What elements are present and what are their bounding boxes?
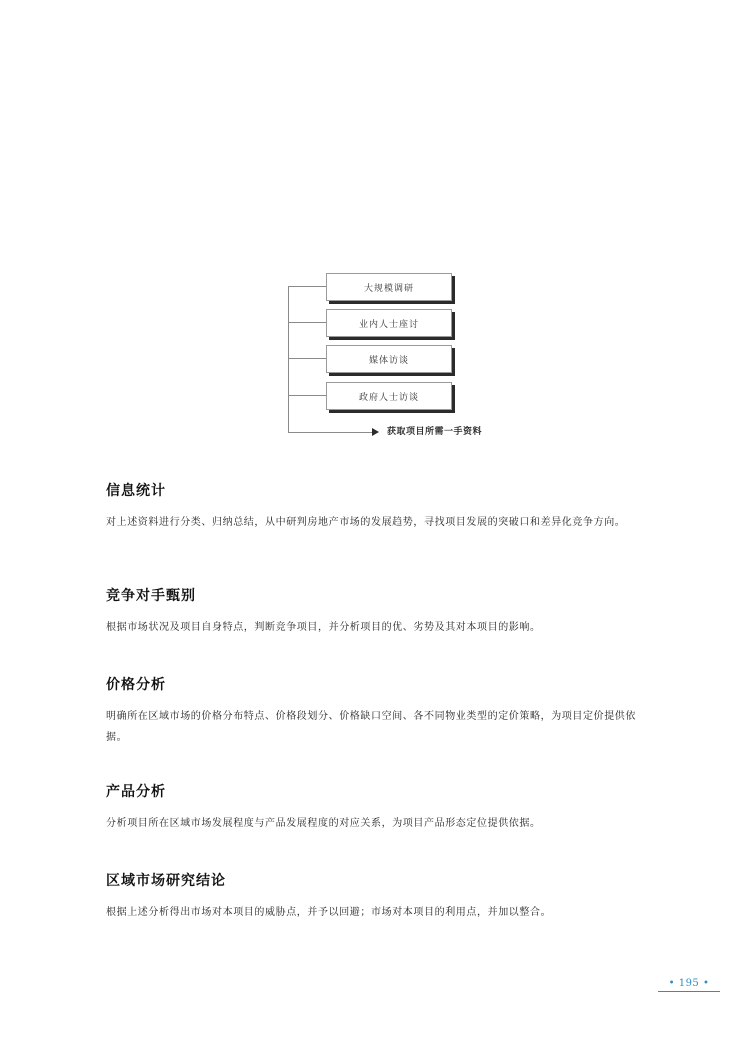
section-body: 对上述资料进行分类、归纳总结，从中研判房地产市场的发展趋势，寻找项目发展的突破口和差异化竞争方向。 <box>106 517 626 528</box>
research-flow-diagram <box>0 0 744 460</box>
section-body: 明确所在区域市场的价格分布特点、价格段划分、价格缺口空间、各不同物业类型的定价策略，为项目定价提供依据。 <box>106 711 636 743</box>
arrow-right-icon <box>372 428 379 436</box>
section-regional-market-conclusion <box>106 870 646 923</box>
page-number: • 195 • <box>668 978 710 989</box>
connector-trunk <box>288 286 289 433</box>
section-body: 根据市场状况及项目自身特点，判断竞争项目，并分析项目的优、劣势及其对本项目的影响。 <box>106 622 541 633</box>
result-arrow-line <box>288 432 372 433</box>
section-body: 分析项目所在区域市场发展程度与产品发展程度的对应关系，为项目产品形态定位提供依据。 <box>106 818 541 829</box>
flow-box-large-survey <box>326 273 452 301</box>
section-info-statistics <box>106 480 646 533</box>
flow-box-government-interview <box>326 382 452 410</box>
flow-box-label: 政府人士访谈 <box>358 392 419 403</box>
connector-branch <box>288 286 326 287</box>
flow-box-label: 大规模调研 <box>363 283 414 294</box>
section-title: 价格分析 <box>106 677 166 693</box>
section-title: 产品分析 <box>106 784 166 800</box>
flow-result-label: 获取项目所需一手资料 <box>387 427 483 437</box>
connector-branch <box>288 358 326 359</box>
connector-branch <box>288 395 326 396</box>
section-title: 信息统计 <box>106 483 166 499</box>
section-competitor-screening <box>106 585 646 638</box>
section-price-analysis <box>106 674 646 748</box>
section-product-analysis <box>106 781 646 834</box>
page-number-underline <box>658 991 720 992</box>
section-body: 根据上述分析得出市场对本项目的威胁点，并予以回避；市场对本项目的利用点，并加以整合。 <box>106 907 552 918</box>
flow-box-label: 媒体访谈 <box>368 355 409 366</box>
flow-box-media-interview <box>326 345 452 373</box>
section-title: 竞争对手甄别 <box>106 588 196 604</box>
flow-box-label: 业内人士座讨 <box>358 319 419 330</box>
flow-box-industry-seminar <box>326 309 452 337</box>
section-title: 区域市场研究结论 <box>106 873 226 889</box>
connector-branch <box>288 322 326 323</box>
